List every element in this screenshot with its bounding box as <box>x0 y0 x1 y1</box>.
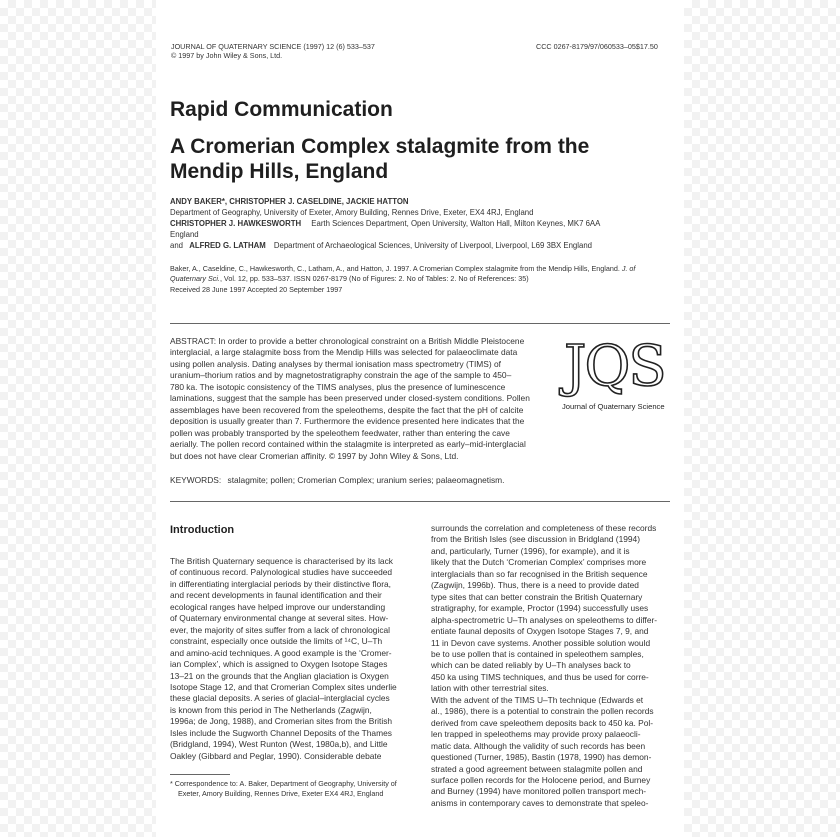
citation-line-2 <box>170 274 529 284</box>
body-text-line: ever, the majority of sites suffer from a lack of chronological <box>170 624 391 635</box>
abstract-line: but does not have clear Cromerian affinity. © 1997 by John Wiley & Sons, Ltd. <box>170 450 459 461</box>
citation-text: Baker, A., Caseldine, C., Hawkesworth, C., Latham, A., and Hatton, J. 1997. A Cromerian Complex stalagmite from the Mendip Hills, England. <box>170 264 620 273</box>
affiliation-3: Department of Archaeological Sciences, University of Liverpool, Liverpool, L69 3BX England <box>273 241 592 250</box>
abstract-line: pollen was probably transported by the speleothem feedwater, rather than entering the cave <box>170 427 510 438</box>
body-text-line: is known from this period in The Netherlands (Zagwijn, <box>170 704 372 715</box>
and-word: and <box>170 241 184 250</box>
body-text-line: lation with other terrestrial sites. <box>431 683 549 694</box>
ccc-code: CCC 0267-8179/97/060533–05$17.50 <box>536 42 658 51</box>
body-text-line: and recent developments in faunal identification and their <box>170 590 382 601</box>
body-text-line: stratigraphy, for example, Proctor (1994) successfully uses <box>431 603 649 614</box>
journal-line: JOURNAL OF QUATERNARY SCIENCE (1997) 12 (6) 533–537 <box>171 42 375 51</box>
title-line-2: Mendip Hills, England <box>170 160 389 183</box>
paper-page <box>156 0 684 837</box>
body-text-line: questioned (Turner, 1985), Bastin (1978, 1990) has demon- <box>431 752 652 763</box>
body-text-line: 11 in Devon cave systems. Another possible solution would <box>431 637 651 648</box>
body-text-line: (Bridgland, 1994), West Runton (West, 1980a,b), and Little <box>170 739 388 750</box>
body-text-line: from the British Isles (see discussion in Bridgland (1994) <box>431 534 641 545</box>
body-text-line: ecological ranges have helped improve our understanding <box>170 601 386 612</box>
background-left <box>0 0 156 837</box>
abstract-line: laminations, suggest that the sample has been preserved under closed-system conditions. Pollen <box>170 393 530 404</box>
received-accepted: Received 28 June 1997 Accepted 20 September 1997 <box>170 285 343 294</box>
copyright-line: © 1997 by John Wiley & Sons, Ltd. <box>171 51 283 60</box>
rule-mid <box>170 501 670 502</box>
citation-journal-b: Quaternary Sci. <box>170 274 220 283</box>
body-text-line: in differentiating interglacial periods by their distinctive flora, <box>170 578 391 589</box>
body-text-line: matic data. Although the validity of such records has been <box>431 740 646 751</box>
background-right <box>684 0 840 837</box>
keywords-label: KEYWORDS: <box>170 475 222 485</box>
body-text-line: derived from cave speleothem deposits back to 450 ka. Pol- <box>431 717 654 728</box>
body-text-line: likely that the Dutch ‘Cromerian Complex’ comprises more <box>431 557 647 568</box>
body-text-line: these glacial deposits. A series of glacial–interglacial cycles <box>170 693 390 704</box>
body-text-line: With the advent of the TIMS U–Th technique (Edwards et <box>431 694 644 705</box>
body-text-line: The British Quaternary sequence is characterised by its lack <box>170 556 393 566</box>
body-text-line: 13–21 on the grounds that the Anglian glaciation is Oxygen <box>170 670 389 681</box>
body-text-line: be to use pollen that is contained in speleothem samples, <box>431 648 644 659</box>
logo-subtitle: Journal of Quaternary Science <box>562 402 665 411</box>
abstract-line: 780 ka. The isotopic consistency of the TIMS analyses, plus the presence of luminescence <box>170 381 506 392</box>
section-type: Rapid Communication <box>170 98 393 121</box>
body-text-line: 450 ka using TIMS techniques, and thus be used for corre- <box>431 671 649 682</box>
body-text-line: len trapped in speleothems may provide proxy palaeocli- <box>431 729 641 740</box>
abstract-line: using pollen analysis. Dating analyses by thermal ionisation mass spectrometry (TIMS) of <box>170 358 501 369</box>
body-text-line: surrounds the correlation and completeness of these records <box>431 523 657 533</box>
body-text-line: interglacials than so far recognised in the British sequence <box>431 568 648 579</box>
abstract-line: aerially. The pollen record contained within the stalagmite is interpreted as early–mid-interglacial <box>170 439 526 450</box>
intro-right-column <box>431 523 657 809</box>
affiliation-2-country: England <box>170 230 199 239</box>
keywords-row <box>170 475 504 486</box>
body-text-line: (Zagwijn, 1996b). Thus, there is a need to provide dated <box>431 580 639 591</box>
body-text-line: Isles include the Sugworth Channel Deposits of the Thames <box>170 727 392 738</box>
body-text-line: al., 1986), there is a potential to constrain the pollen records <box>431 706 654 717</box>
authors-line-1: ANDY BAKER*, CHRISTOPHER J. CASELDINE, JACKIE HATTON <box>170 197 409 206</box>
affiliation-1: Department of Geography, University of Exeter, Amory Building, Rennes Drive, Exeter, EX4 4RJ, England <box>170 208 534 217</box>
body-text-line: 1996a; de Jong, 1988), and Cromerian sites from the British <box>170 716 393 727</box>
footnote-line-2: Exeter, Amory Building, Rennes Drive, Exeter EX4 4RJ, England <box>178 789 384 798</box>
body-text-line: anisms in contemporary caves to demonstrate that speleo- <box>431 797 649 808</box>
abstract <box>170 336 530 462</box>
abstract-line: uranium–thorium ratios and by magnetostratigraphy constrain the age of the sample to 450– <box>170 370 512 381</box>
abstract-line: deposition is usually greater than 7. Furthermore the evidence presented here indicates that the <box>170 416 525 427</box>
body-text-line: alpha-spectrometric U–Th analyses on speleothems to differ- <box>431 614 658 625</box>
abstract-line: ABSTRACT: In order to provide a better chronological constraint on a British Middle Pleistocene <box>170 336 525 346</box>
abstract-line: assemblages have been recovered from the speleothems, despite the fact that the pH of calcite <box>170 404 524 415</box>
author-2-row <box>170 218 600 229</box>
body-text-line: strated a good agreement between stalagmite pollen and <box>431 763 643 774</box>
abstract-line: interglacial, a large stalagmite boss from the Mendip Hills was selected for palaeoclimate data <box>170 347 518 358</box>
rule-top <box>170 323 670 324</box>
body-text-line: and, particularly, Turner (1996), for example), and it is <box>431 545 630 556</box>
keywords: stalagmite; pollen; Cromerian Complex; uranium series; palaeomagnetism. <box>227 475 505 485</box>
logo-mark: JQS <box>564 334 665 399</box>
title-line-1: A Cromerian Complex stalagmite from the <box>170 135 590 158</box>
body-text-line: constraint, especially once outside the limits of ¹⁴C, U–Th <box>170 636 383 647</box>
author-3: ALFRED G. LATHAM <box>189 241 266 250</box>
body-text-line: surface pollen records for the Holocene period, and Burney <box>431 774 651 785</box>
body-text-line: of continuous record. Palynological studies have succeeded <box>170 567 393 578</box>
body-text-line: and amino-acid techniques. A good example is the ‘Cromer- <box>170 647 392 658</box>
author-3-row <box>170 240 592 251</box>
body-text-line: type sites that can better constrain the British Quaternary <box>431 591 643 602</box>
author-2: CHRISTOPHER J. HAWKESWORTH <box>170 219 302 228</box>
footnote-rule <box>170 774 230 775</box>
citation-journal-a: J. of <box>621 264 636 273</box>
footnote-line-1: * Correspondence to: A. Baker, Department of Geography, University of <box>170 779 397 788</box>
body-text-line: Oakley (Gibbard and Peglar, 1990). Considerable debate <box>170 750 382 761</box>
body-text-line: ian Complex’, which is assigned to Oxygen Isotope Stages <box>170 659 388 670</box>
body-text-line: which can be dated reliably by U–Th analyses back to <box>431 660 631 671</box>
body-text-line: of Quaternary environmental change at several sites. How- <box>170 613 389 624</box>
affiliation-2: Earth Sciences Department, Open University, Walton Hall, Milton Keynes, MK7 6AA <box>311 219 601 228</box>
citation-details: , Vol. 12, pp. 533–537. ISSN 0267-8179 (No of Figures: 2. No of Tables: 2. No of References: 35) <box>219 274 529 283</box>
body-text-line: Isotope Stage 12, and that Cromerian Complex sites underlie <box>170 681 397 692</box>
body-text-line: entiate faunal deposits of Oxygen Isotope Stages 7, 9, and <box>431 626 649 637</box>
citation-line-1 <box>170 264 635 274</box>
jqs-logo <box>560 334 674 420</box>
intro-left-column <box>170 556 397 762</box>
section-heading-introduction: Introduction <box>170 524 235 536</box>
body-text-line: and Burney (1994) have monitored pollen transport mech- <box>431 786 647 797</box>
